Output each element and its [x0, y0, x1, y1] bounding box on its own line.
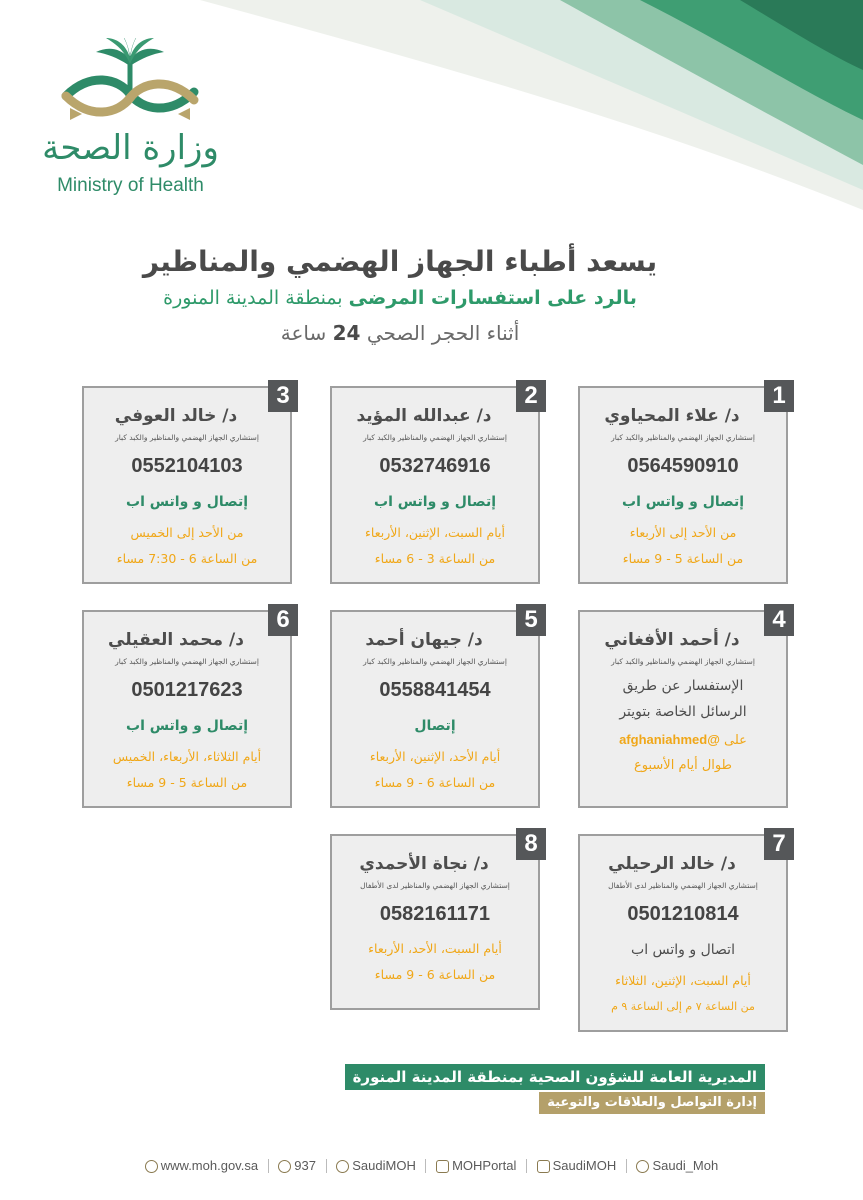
social-link-instagram[interactable]: SaudiMOH: [537, 1158, 617, 1173]
contact-instruction-2: الرسائل الخاصة بتويتر: [619, 704, 747, 720]
doctor-name: د/ خالد الرحيلي: [608, 854, 736, 874]
contact-method: اتصال و واتس اب: [631, 942, 735, 958]
doctor-phone[interactable]: 0552104103: [131, 455, 243, 477]
doctor-title: إستشاري الجهاز الهضمي والمناظير والكبد كبار: [115, 657, 259, 666]
social-links-bar: [0, 1157, 863, 1173]
card-number-badge: 6: [268, 604, 298, 636]
doctor-phone[interactable]: 0501217623: [131, 679, 243, 701]
instagram-icon: [537, 1160, 550, 1173]
doctor-title: إستشاري الجهاز الهضمي والمناظير لدى الأطفال: [360, 881, 510, 890]
contact-method: إتصال و واتس اب: [374, 494, 496, 510]
card-number-badge: 7: [764, 828, 794, 860]
page-subtitle-2: [80, 318, 720, 348]
doctor-phone[interactable]: 0558841454: [379, 679, 491, 701]
phone-icon: [278, 1160, 291, 1173]
available-hours: من الساعة 6 - 9 مساء: [374, 967, 496, 982]
doctor-card-2: [330, 382, 540, 584]
doctor-name: د/ علاء المحياوي: [604, 406, 740, 426]
doctor-phone[interactable]: 0501210814: [627, 903, 739, 925]
available-days: أيام الأحد، الإثنين، الأربعاء: [369, 749, 501, 764]
doctor-card-3: [82, 382, 292, 584]
doctor-card-1: [578, 382, 788, 584]
available-days: من الأحد إلى الخميس: [130, 525, 244, 540]
contact-instruction-1: الإستفسار عن طريق: [622, 678, 744, 694]
available-days: أيام الثلاثاء، الأربعاء، الخميس: [112, 749, 262, 764]
contact-method: إتصال: [414, 718, 456, 734]
doctor-phone[interactable]: 0582161171: [379, 903, 491, 925]
card-number-badge: 4: [764, 604, 794, 636]
doctor-phone[interactable]: 0564590910: [627, 455, 739, 477]
org-name-banner: المديرية العامة للشؤون الصحية بمنطقة المدينة المنورة: [345, 1064, 765, 1090]
available-days: أيام السبت، الأحد، الأربعاء: [368, 941, 502, 956]
available-hours: من الساعة 5 - 9 مساء: [126, 775, 248, 790]
brand-name-arabic: وزارة الصحة: [42, 128, 219, 168]
doctor-title: إستشاري الجهاز الهضمي والمناظير والكبد كبار: [363, 657, 507, 666]
doctor-name: د/ جيهان أحمد: [365, 630, 483, 650]
doctor-name: د/ أحمد الأفغاني: [604, 630, 740, 650]
twitter-handle[interactable]: @afghaniahmed: [619, 732, 720, 747]
available-days: أيام السبت، الإثنين، الثلاثاء: [615, 973, 751, 988]
doctor-title: إستشاري الجهاز الهضمي والمناظير والكبد كبار: [611, 433, 755, 442]
subtitle-rest: بمنطقة المدينة المنورة: [163, 287, 349, 309]
available-hours: من الساعة 3 - 6 مساء: [374, 551, 496, 566]
doctor-title: إستشاري الجهاز الهضمي والمناظير والكبد كبار: [115, 433, 259, 442]
available-hours: من الساعة 6 - 7:30 مساء: [116, 551, 258, 566]
contact-method: إتصال و واتس اب: [126, 718, 248, 734]
twitter-handle-prefix: على: [724, 733, 747, 748]
contact-method: إتصال و واتس اب: [126, 494, 248, 510]
available-days: أيام السبت، الإثنين، الأربعاء: [365, 525, 505, 540]
available-hours: من الساعة 5 - 9 مساء: [622, 551, 744, 566]
divider: [626, 1159, 627, 1173]
card-number-badge: 2: [516, 380, 546, 412]
subtitle-2-number: 24: [332, 321, 361, 345]
divider: [425, 1159, 426, 1173]
subtitle-2-text: أثناء الحجر الصحي: [366, 321, 520, 345]
dept-name-banner: إدارة التواصل والعلاقات والتوعية: [539, 1092, 765, 1114]
subtitle-bold: بالرد على استفسارات المرضى: [348, 287, 637, 309]
available-days: من الأحد إلى الأربعاء: [629, 525, 737, 540]
contact-method: إتصال و واتس اب: [622, 494, 744, 510]
social-link-website[interactable]: www.moh.gov.sa: [145, 1158, 258, 1173]
page-subtitle: [80, 284, 720, 312]
card-number-badge: 8: [516, 828, 546, 860]
doctor-card-7: [578, 830, 788, 1032]
subtitle-2-unit: ساعة: [280, 321, 327, 345]
available-days: طوال أيام الأسبوع: [634, 758, 732, 773]
youtube-icon: [436, 1160, 449, 1173]
doctor-title: إستشاري الجهاز الهضمي والمناظير والكبد كبار: [363, 433, 507, 442]
doctor-card-4: [578, 606, 788, 808]
social-link-phone[interactable]: 937: [278, 1158, 316, 1173]
doctor-name: د/ نجاة الأحمدي: [359, 854, 489, 874]
card-number-badge: 5: [516, 604, 546, 636]
available-hours: من الساعة 6 - 9 مساء: [374, 775, 496, 790]
doctor-card-6: [82, 606, 292, 808]
globe-icon: [145, 1160, 158, 1173]
snapchat-icon: [636, 1160, 649, 1173]
divider: [526, 1159, 527, 1173]
doctor-phone[interactable]: 0532746916: [379, 455, 491, 477]
doctor-name: د/ محمد العقيلي: [108, 630, 244, 650]
doctor-title: إستشاري الجهاز الهضمي والمناظير لدى الأطفال: [608, 881, 758, 890]
card-number-badge: 3: [268, 380, 298, 412]
doctor-title: إستشاري الجهاز الهضمي والمناظير والكبد كبار: [611, 657, 755, 666]
twitter-icon: [336, 1160, 349, 1173]
card-number-badge: 1: [764, 380, 794, 412]
doctor-name: د/ خالد العوفي: [114, 406, 238, 426]
page-title: يسعد أطباء الجهاز الهضمي والمناظير: [142, 245, 658, 278]
doctor-name: د/ عبدالله المؤيد: [356, 406, 492, 426]
doctor-card-8: [330, 830, 540, 1010]
divider: [326, 1159, 327, 1173]
social-link-twitter[interactable]: SaudiMOH: [336, 1158, 416, 1173]
brand-name-english: Ministry of Health: [57, 175, 204, 196]
twitter-handle-line: [580, 728, 786, 753]
social-link-snapchat[interactable]: Saudi_Moh: [636, 1158, 718, 1173]
doctor-card-5: [330, 606, 540, 808]
divider: [268, 1159, 269, 1173]
available-hours: من الساعة ٧ م إلى الساعة ٩ م: [611, 1000, 755, 1013]
social-link-youtube[interactable]: MOHPortal: [436, 1158, 516, 1173]
